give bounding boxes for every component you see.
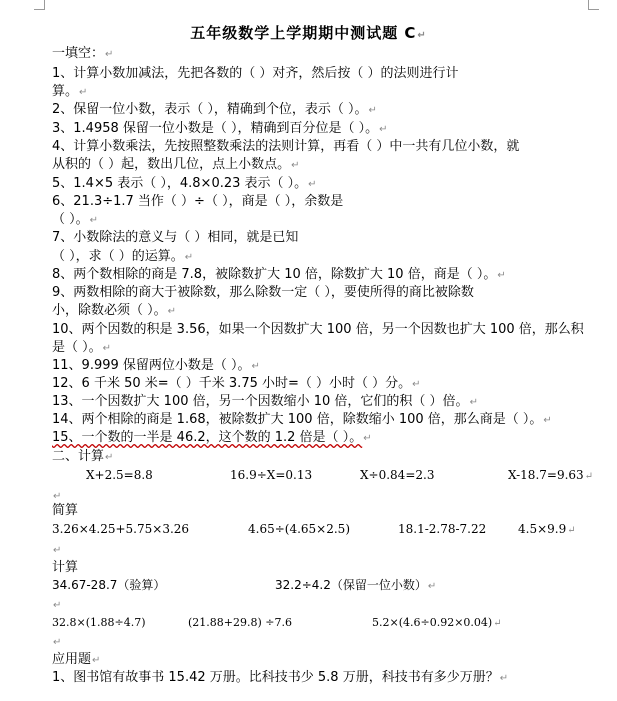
question-line: 15、一个数的一半是 46.2，这个数的 1.2 倍是（ ）。↵ (52, 430, 372, 445)
question-line: 小，除数必须（ ）。↵ (52, 303, 177, 318)
question-line: 6、21.3÷1.7 当作（ ）÷（ ），商是（ ），余数是 (52, 194, 344, 209)
question-line: 4、计算小数乘法，先按照整数乘法的法则计算，再看（ ）中一共有几位小数，就 (52, 139, 520, 154)
question-line: 8、两个数相除的商是 7.8，被除数扩大 10 倍，除数扩大 10 倍，商是（ ）。↵ (52, 267, 506, 282)
page-corner-mark-right (588, 0, 599, 10)
question-line: （ ），求（ ）的运算。↵ (52, 249, 194, 264)
question-line: 12、6 千米 50 米=（ ）千米 3.75 小时=（ ）小时（ ）分。↵ (52, 376, 421, 391)
equation: X÷0.84=2.3 (360, 468, 435, 482)
word-problem: 1、图书馆有故事书 15.42 万册。比科技书少 5.8 万册，科技书有多少万册？↵ (52, 670, 509, 685)
blank-line: ↵ (53, 491, 62, 502)
question-line: 14、两个相除的商是 1.68，被除数扩大 100 倍，除数缩小 100 倍，那么商是（ ）。↵ (52, 412, 552, 427)
compute-item: 34.67-28.7（验算） (52, 578, 166, 592)
question-line: 是（ ）。↵ (52, 340, 112, 355)
paragraph-mark-icon: ↵ (417, 30, 427, 41)
compute-item: (21.88+29.8) ÷7.6 (188, 616, 292, 629)
compute-item: 5.2×(4.6÷0.92×0.04)↵ (372, 616, 502, 629)
simplify-item: 4.5×9.9↵ (518, 522, 576, 536)
simplify-item: 18.1-2.78-7.22 (398, 522, 487, 536)
question-line: 5、1.4×5 表示（ ），4.8×0.23 表示（ ）。↵ (52, 176, 317, 191)
question-line: 13、一个因数扩大 100 倍，另一个因数缩小 10 倍，它们的积（ ）倍。↵ (52, 394, 478, 409)
equation: X-18.7=9.63↵ (508, 468, 594, 482)
section-heading-word-problems: 应用题↵ (52, 652, 101, 667)
simplify-item: 3.26×4.25+5.75×3.26 (52, 522, 190, 536)
equation: X+2.5=8.8 (86, 468, 153, 482)
question-line: 3、1.4958 保留一位小数是（ ），精确到百分位是（ ）。↵ (52, 121, 388, 136)
blank-line: ↵ (53, 545, 62, 556)
blank-line: ↵ (53, 600, 62, 611)
simplify-item: 4.65÷(4.65×2.5) (248, 522, 350, 536)
compute-item: 32.2÷4.2（保留一位小数）↵ (275, 578, 437, 592)
blank-line: ↵ (53, 637, 62, 648)
compute-item: 32.8×(1.88÷4.7) (52, 616, 146, 629)
question-line: 2、保留一位小数，表示（ ），精确到个位，表示（ ）。↵ (52, 102, 377, 117)
paragraph-mark-icon: ↵ (105, 49, 114, 60)
title-text: 五年级数学上学期期中测试题 C (190, 24, 417, 42)
page-corner-mark-left (34, 0, 45, 10)
question-line: 7、小数除法的意义与（ ）相同，就是已知 (52, 230, 299, 245)
question-line: 11、9.999 保留两位小数是（ ）。↵ (52, 358, 260, 373)
section-heading-fill-in: 一填空：↵ (52, 46, 114, 61)
question-line: 1、计算小数加减法，先把各数的（ ）对齐，然后按（ ）的法则进行计 (52, 66, 459, 81)
section-heading-simplify: 简算 (52, 503, 79, 518)
document-title (0, 22, 617, 43)
section-heading-calc: 二、计算↵ (52, 449, 114, 464)
question-line: 10、两个因数的积是 3.56，如果一个因数扩大 100 倍，另一个因数也扩大 100 倍，那么积 (52, 322, 584, 337)
question-line: 算。↵ (52, 84, 88, 99)
question-line: （ ）。↵ (52, 212, 99, 227)
section-heading-compute: 计算 (52, 560, 79, 575)
equation: 16.9÷X=0.13 (230, 468, 313, 482)
question-line: 从积的（ ）起，数出几位，点上小数点。↵ (52, 157, 300, 172)
question-line: 9、两数相除的商大于被除数，那么除数一定（ ），要使所得的商比被除数 (52, 285, 474, 300)
